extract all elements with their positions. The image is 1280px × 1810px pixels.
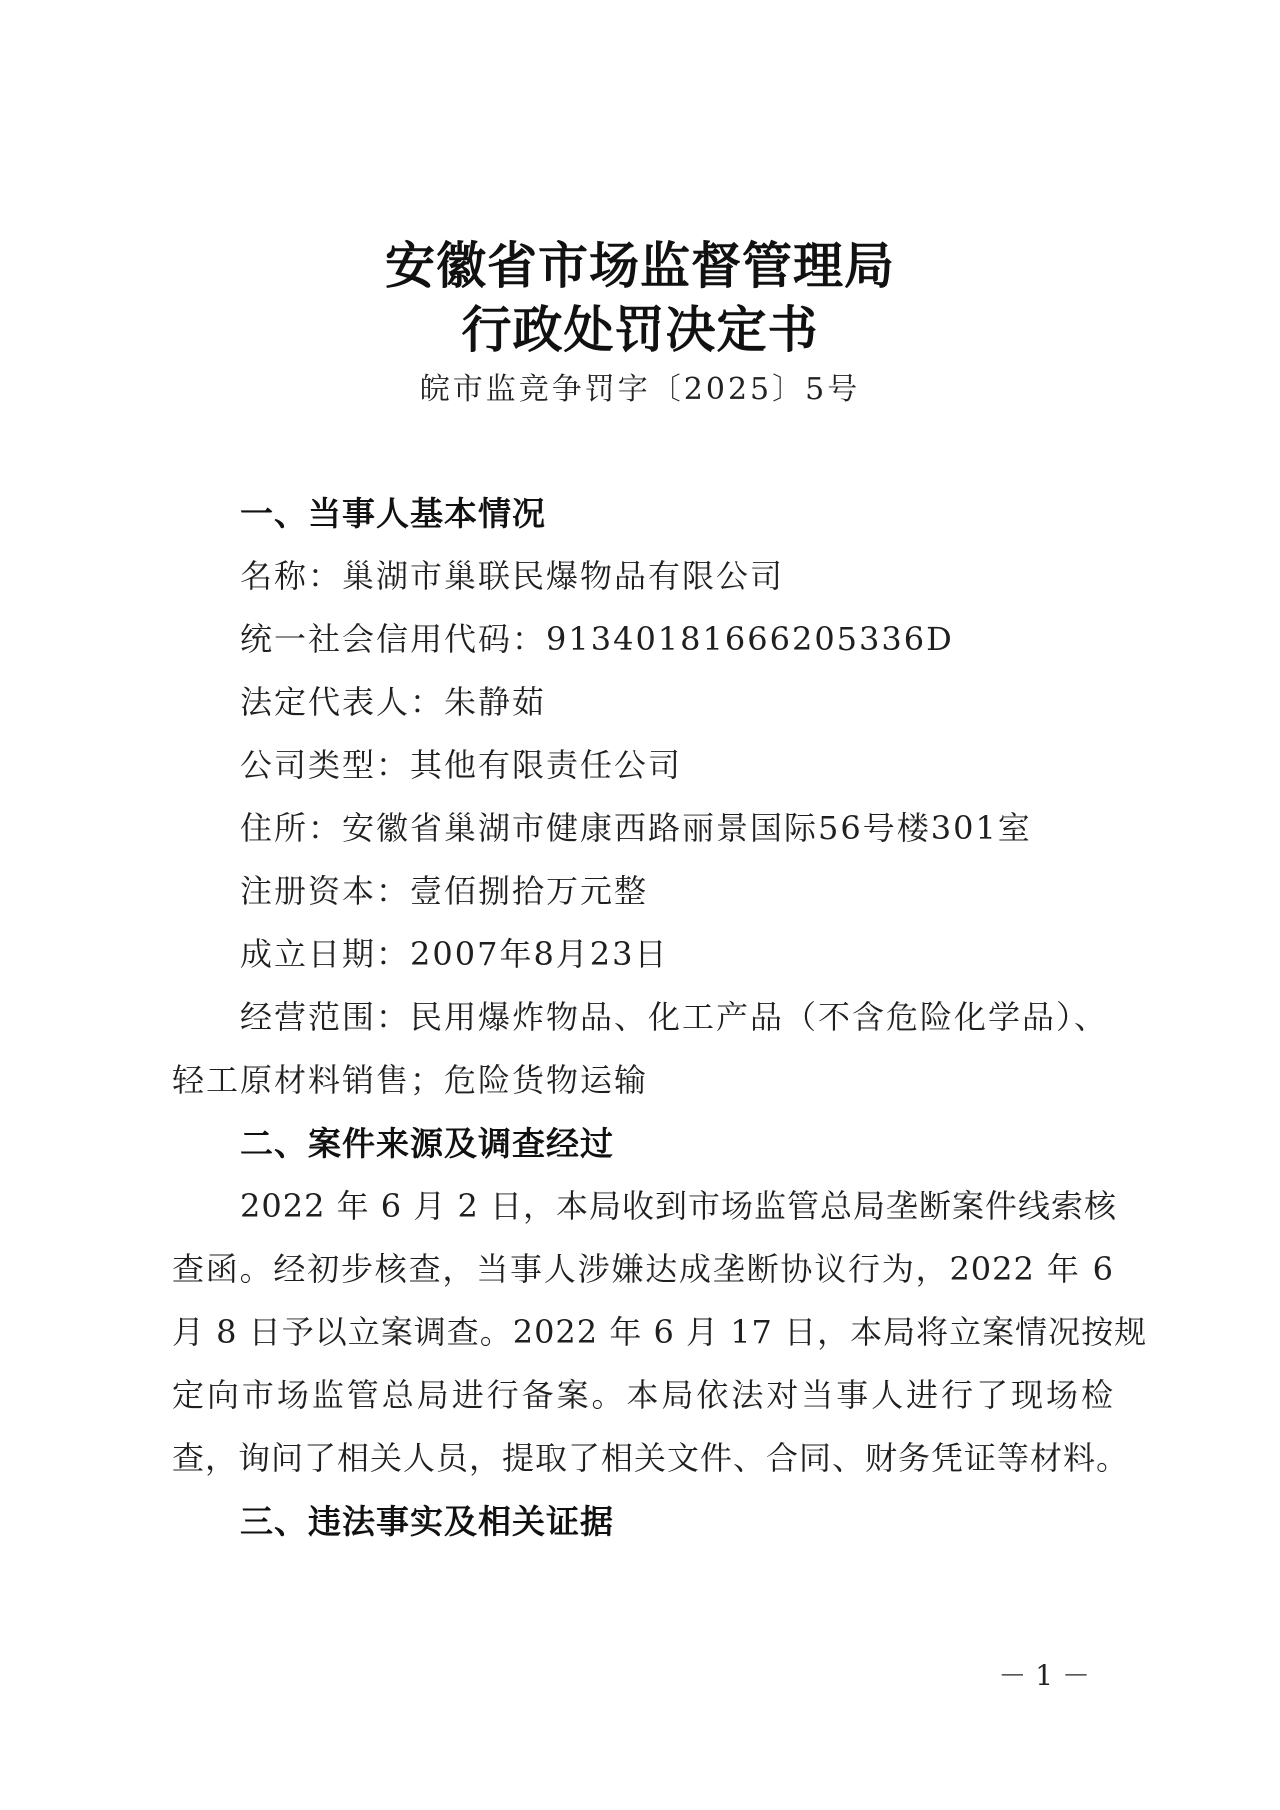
party-credit-code: 统一社会信用代码：91340181666205336D (240, 620, 954, 658)
document-title-line2: 行政处罚决定书 (461, 300, 819, 359)
document-title-line1: 安徽省市场监督管理局 (385, 236, 895, 295)
party-business-scope-line1: 经营范围：民用爆炸物品、化工产品（不含危险化学品）、 (240, 998, 1109, 1036)
party-established-date: 成立日期：2007年8月23日 (240, 935, 669, 973)
page-number: － 1 － (998, 1659, 1090, 1692)
section2-heading: 二、案件来源及调查经过 (240, 1124, 614, 1163)
section1-heading: 一、当事人基本情况 (240, 494, 546, 533)
document-number: 皖市监竞争罚字〔2025〕5号 (419, 372, 861, 407)
party-name: 名称：巢湖市巢联民爆物品有限公司 (240, 557, 785, 595)
section2-paragraph-line: 月 8 日予以立案调查。2022 年 6 月 17 日，本局将立案情况按规 (172, 1313, 1148, 1351)
section2-paragraph-line: 查函。经初步核查，当事人涉嫌达成垄断协议行为，2022 年 6 (172, 1250, 1114, 1288)
party-legal-representative: 法定代表人：朱静茹 (240, 683, 547, 721)
party-address: 住所：安徽省巢湖市健康西路丽景国际56号楼301室 (240, 809, 1032, 847)
party-registered-capital: 注册资本：壹佰捌拾万元整 (240, 872, 649, 910)
section2-paragraph-line: 查，询问了相关人员，提取了相关文件、合同、财务凭证等材料。 (172, 1439, 1130, 1477)
party-business-scope-line2: 轻工原材料销售；危险货物运输 (172, 1061, 649, 1099)
section3-heading: 三、违法事实及相关证据 (240, 1502, 614, 1541)
party-company-type: 公司类型：其他有限责任公司 (240, 746, 683, 784)
section2-paragraph-line: 2022 年 6 月 2 日，本局收到市场监管总局垄断案件线索核 (240, 1187, 1118, 1225)
section2-paragraph-line: 定向市场监管总局进行备案。本局依法对当事人进行了现场检 (172, 1376, 1114, 1414)
